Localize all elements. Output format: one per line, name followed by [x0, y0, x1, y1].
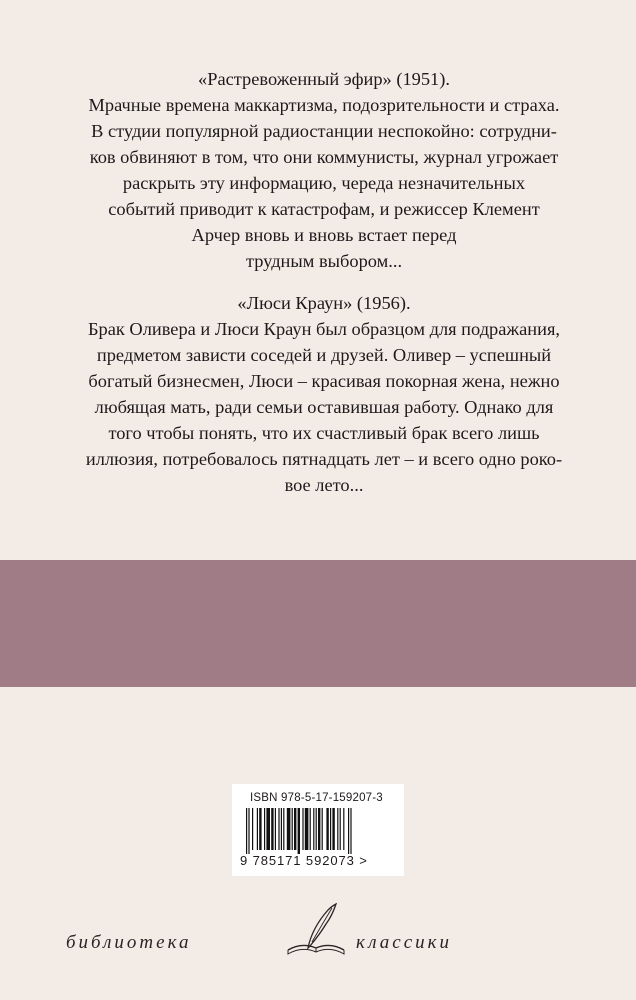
barcode-bar	[340, 808, 341, 850]
barcode-bar	[302, 808, 303, 850]
barcode-bar	[264, 808, 265, 850]
series-name-left: библиотека	[66, 932, 192, 953]
barcode-bar	[259, 808, 261, 850]
series-logo	[60, 902, 576, 962]
barcode-bar	[322, 808, 323, 850]
barcode-bar	[343, 808, 344, 850]
barcode-bar	[330, 808, 331, 850]
barcode-bar	[271, 808, 273, 850]
blurb-line: богатый бизнесмен, Люси – красивая покорная жена, нежно	[88, 371, 560, 391]
barcode-bar	[332, 808, 334, 850]
blurb-line: иллюзия, потребовалось пятнадцать лет – и всего одно роко-	[85, 449, 563, 469]
barcode-bar	[305, 808, 309, 850]
barcode-bar	[287, 808, 291, 850]
paragraph-spacer	[64, 274, 584, 290]
blurb-line: ков обвиняют в том, что они коммунисты, журнал угрожает	[89, 147, 559, 167]
barcode-bar	[350, 808, 351, 854]
barcode-bar	[278, 808, 279, 850]
blurb-line: Арчер вновь и вновь встает перед	[191, 225, 457, 245]
blurb-line: любящая мать, ради семьи оставившая работу. Однако для	[94, 397, 554, 417]
blurb-line: трудным выбором...	[245, 251, 403, 271]
blurb-line: предметом зависти соседей и друзей. Оливер – успешный	[96, 345, 552, 365]
barcode-bars	[246, 808, 390, 854]
barcode-panel	[232, 784, 404, 876]
barcode-bar	[283, 808, 284, 850]
series-name-right: классики	[356, 932, 453, 953]
barcode-bar	[266, 808, 270, 850]
barcode-bar	[348, 808, 349, 854]
barcode-bar	[310, 808, 311, 850]
blurb-line: событий приводит к катастрофам, и режиссер Клемент	[108, 199, 540, 219]
barcode-bar	[326, 808, 328, 850]
barcode-bar	[298, 808, 300, 854]
book-title-1: «Растревоженный эфир» (1951).	[198, 69, 450, 89]
quill-book-icon	[282, 902, 352, 962]
blurb-line: Брак Оливера и Люси Краун был образцом для подражания,	[87, 319, 561, 339]
barcode-bar	[294, 808, 296, 850]
barcode-digits: 9 785171 592073 >	[240, 853, 368, 868]
barcode-bar	[257, 808, 258, 850]
barcode-bar	[281, 808, 282, 850]
barcode-bar	[246, 808, 247, 854]
blurb-line: В студии популярной радиостанции неспокойно: сотрудни-	[91, 121, 557, 141]
barcode-bar	[275, 808, 276, 850]
blurb-line: того чтобы понять, что их счастливый брак всего лишь	[108, 423, 540, 443]
barcode-bar	[252, 808, 253, 850]
blurb-line: Мрачные времена маккартизма, подозрительности и страха.	[88, 95, 560, 115]
isbn-label: ISBN 978-5-17-159207-3	[250, 792, 383, 804]
barcode-bar	[316, 808, 317, 850]
barcode-bar	[313, 808, 314, 850]
back-cover-blurb	[64, 66, 584, 498]
barcode-bar	[318, 808, 320, 850]
barcode-bar	[292, 808, 293, 850]
blurb-line: раскрыть эту информацию, череда незначительных	[122, 173, 526, 193]
book-title-2: «Люси Краун» (1956).	[237, 293, 411, 313]
decorative-band	[0, 560, 636, 687]
blurb-line: вое лето...	[284, 475, 364, 495]
barcode-bar	[248, 808, 249, 854]
barcode-bar	[337, 808, 338, 850]
